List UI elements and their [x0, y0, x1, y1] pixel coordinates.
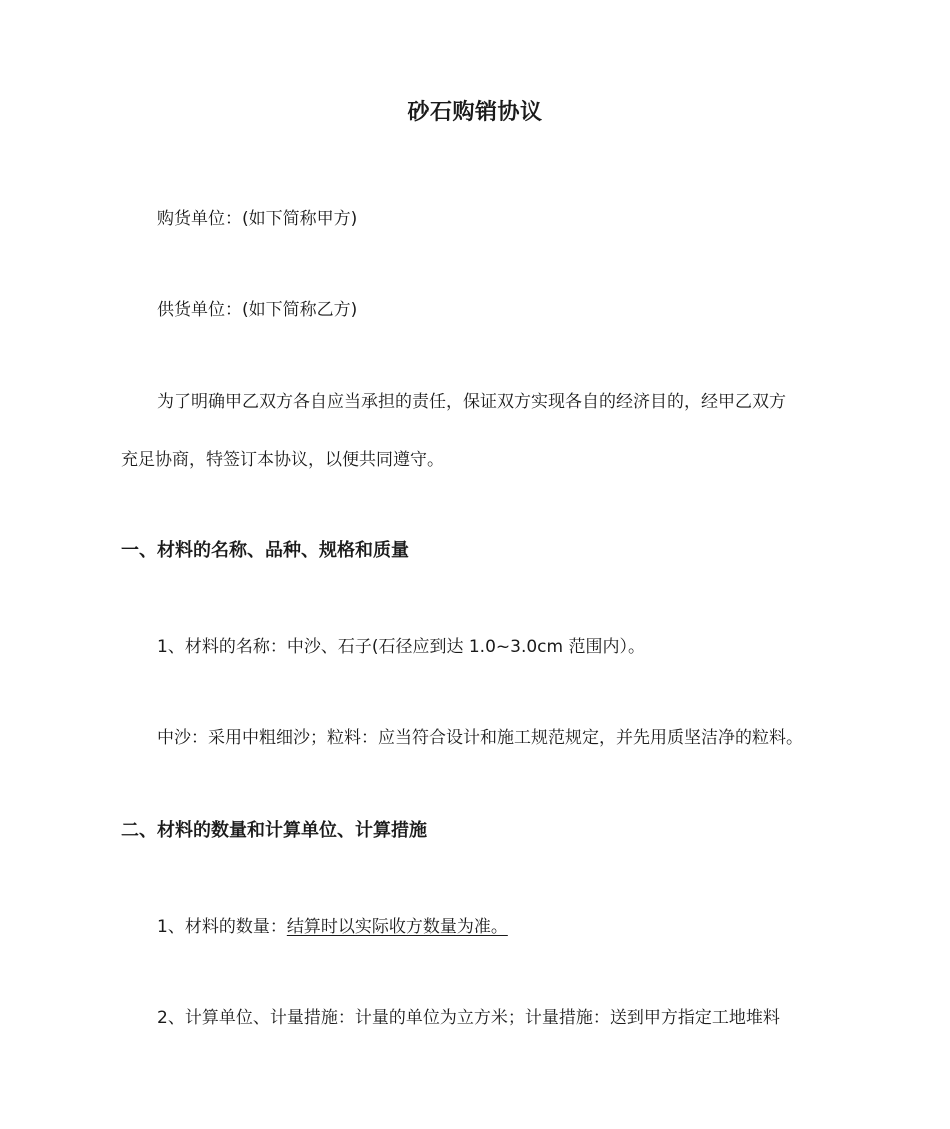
section-1-item-2: 中沙：采用中粗细沙；粒料：应当符合设计和施工规范规定，并先用质坚洁净的粒料。	[157, 728, 803, 748]
document-title: 砂石购销协议	[407, 100, 543, 125]
section-2-item-2: 2、计算单位、计量措施：计量的单位为立方米；计量措施：送到甲方指定工地堆料	[157, 1008, 780, 1028]
section-2-heading: 二、材料的数量和计算单位、计算措施	[121, 820, 427, 841]
section-1-heading: 一、材料的名称、品种、规格和质量	[121, 540, 409, 561]
section-2-item-1-label: 1、材料的数量：	[157, 917, 287, 937]
intro-line-2: 充足协商，特签订本协议，以便共同遵守。	[121, 450, 444, 470]
intro-line-1: 为了明确甲乙双方各自应当承担的责任，保证双方实现各自的经济目的，经甲乙双方	[157, 392, 786, 412]
section-1-item-1: 1、材料的名称：中沙、石子(石径应到达 1.0~3.0cm 范围内）。	[157, 637, 645, 657]
section-2-item-1-value: 结算时以实际收方数量为准。	[286, 917, 508, 937]
buyer-line: 购货单位：(如下简称甲方)	[157, 209, 358, 229]
seller-line: 供货单位：(如下简称乙方)	[157, 300, 358, 320]
section-2-item-1	[157, 914, 508, 940]
